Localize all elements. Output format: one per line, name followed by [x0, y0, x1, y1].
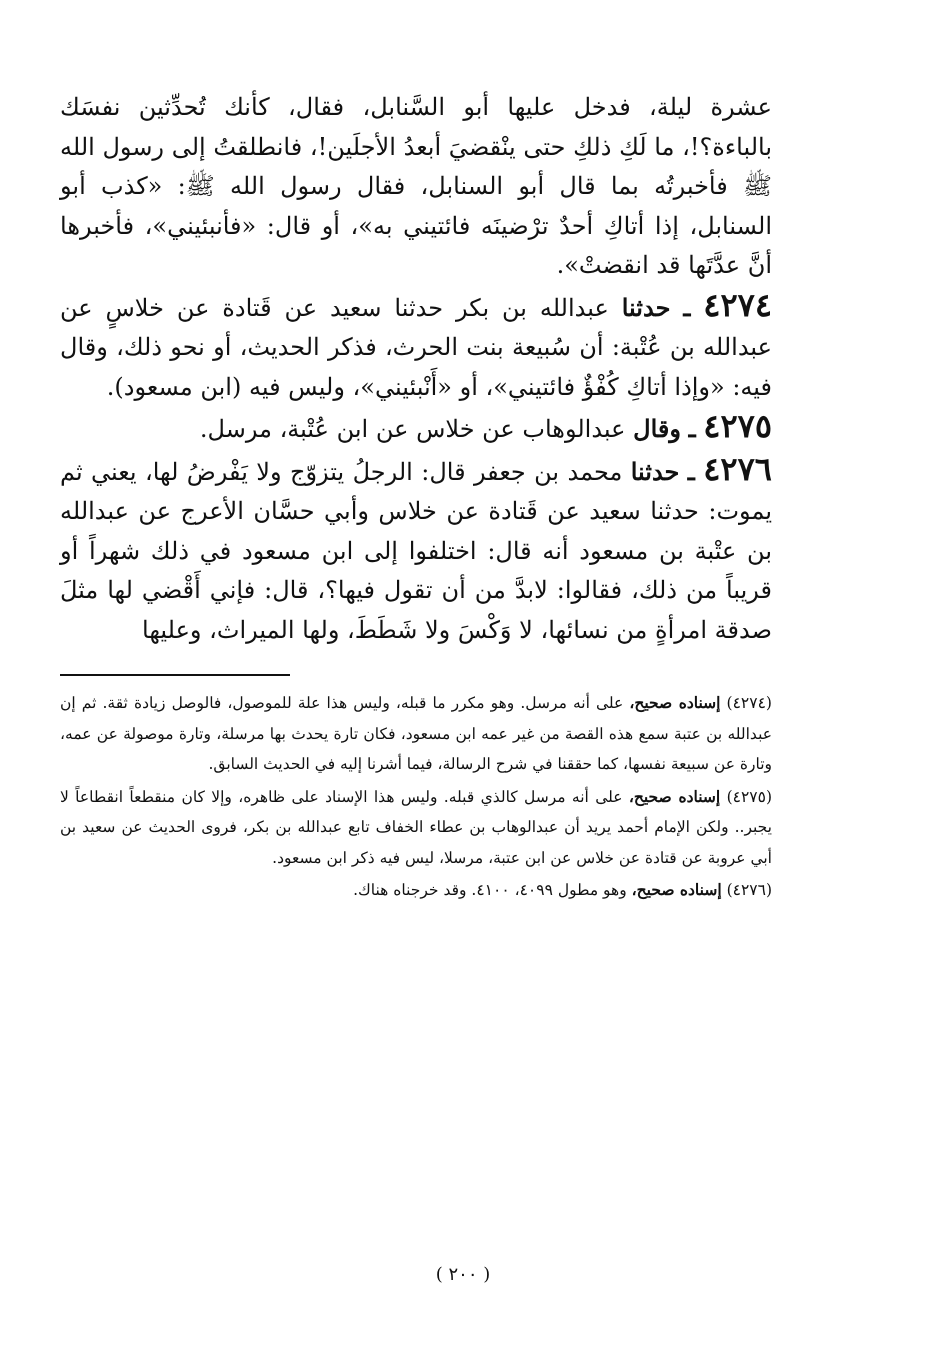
hadith-lead: وقال — [633, 414, 681, 443]
footnotes — [60, 688, 772, 906]
continuation-paragraph: عشرة ليلة، فدخل عليها أبو السَّنابل، فقال، كأنك تُحدِّثين نفسَك بالباءة؟!، ما لَكِ ذلكِ حتى ينْقضيَ أبعدُ الأجلَين!، فانطلقتُ إلى رسول الله ﷺ فأخبرتُه بما قال أبو السنابل، فقال رسول الله ﷺ: «كذب أبو السنابل، إذا أتاكِ أحدٌ ترْضينَه فائتيني به»، أو قال: «فأنبئيني»، فأخبرها أنَّ عدَّتَها قد انقضتْ». — [60, 93, 773, 279]
hadith-number: ٤٢٧٥ — [703, 407, 772, 445]
footnote-ref: (٤٢٧٤) — [726, 694, 772, 712]
hadith-dash: ـ — [687, 456, 695, 486]
main-text — [60, 88, 772, 650]
hadith-lead: حدثنا — [621, 292, 671, 322]
footnote-4275 — [60, 782, 772, 874]
footnote-lead: إسناده صحيح، — [628, 786, 721, 806]
hadith-text: عبدالله بن بكر حدثنا سعيد عن قَتادة عن خلاسٍ عن عبدالله بن عُتْبة: أن سُبيعة بنت الحرث، فذكر الحديث، أو نحو ذلك، وقال فيه: «وإذا أتاكِ كُفْؤٌ فائتيني»، أو «أَنْبئيني»، وليس فيه (ابن مسعود). — [60, 293, 772, 401]
footnote-lead: إسناده صحيح، — [631, 880, 722, 899]
hadith-lead: حدثنا — [630, 456, 680, 486]
hadith-dash: ـ — [688, 414, 696, 443]
hadith-4274 — [60, 286, 772, 408]
page-number: ( ٢٠٠ ) — [435, 1264, 491, 1285]
footnote-text: على أنه مرسل كالذي قبله. وليس هذا الإسناد على ظاهره، وإلا كان منقطعاً انقطاعاً لا يجبر.. ولكن الإمام أحمد يريد أن عبدالوهاب بن عطاء الخفاف تابع عبدالله بن بكر، فروى الحديث عن سعيد بن أبي عروبة عن قتادة عن خلاس عن ابن عتبة، مرسلا، ليس فيه ذكر ابن مسعود. — [60, 787, 772, 867]
footnote-text: على أنه مرسل. وهو مكرر ما قبله، وليس هذا علة للموصول، فالوصل زيادة ثقة. ثم إن عبدالله بن عتبة سمع هذه القصة من غير عمه ابن مسعود، فكان تارة يحدث بها مرسلة، وتارة موصولة عن عمه، وتارة عن سبيعة نفسها، كما حققنا في شرح الرسالة، فيما أشرنا إليه في الحديث السابق. — [60, 694, 772, 773]
footnote-ref: (٤٢٧٥) — [726, 787, 772, 806]
footnote-divider — [60, 674, 290, 676]
hadith-text: عبدالوهاب عن خلاس عن ابن عُتْبة، مرسل. — [199, 415, 626, 443]
footnote-ref: (٤٢٧٦) — [726, 881, 772, 899]
hadith-4275 — [60, 407, 772, 450]
hadith-4276 — [60, 450, 772, 651]
document-page — [60, 88, 772, 908]
footnote-4276 — [60, 875, 772, 906]
hadith-text: محمد بن جعفر قال: الرجلُ يتزوّج ولا يَفْرضُ لها، يعني ثم يموت: حدثنا سعيد عن قَتادة عن خلاس وأبي حسَّان الأعرج عن عبدالله بن عتْبة بن مسعود أنه قال: اختلفوا إلى ابن مسعود في ذلك شهراً أو قريباً من ذلك، فقالوا: لابدَّ من أن تقول فيها؟، قال: فإني أَقْضي لها مثلَ صدقة امرأةٍ من نسائها، لا وَكْسَ ولا شَطَطَ، ولها الميراث، وعليها — [60, 457, 773, 644]
footnote-text: وهو مطول ٤٠٩٩، ٤١٠٠. وقد خرجناه هناك. — [353, 881, 627, 899]
hadith-number: ٤٢٧٦ — [703, 449, 772, 488]
hadith-dash: ـ — [683, 292, 691, 322]
hadith-number: ٤٢٧٤ — [703, 285, 772, 324]
footnote-4274 — [60, 688, 772, 780]
footnote-lead: إسناده صحيح، — [629, 693, 721, 712]
